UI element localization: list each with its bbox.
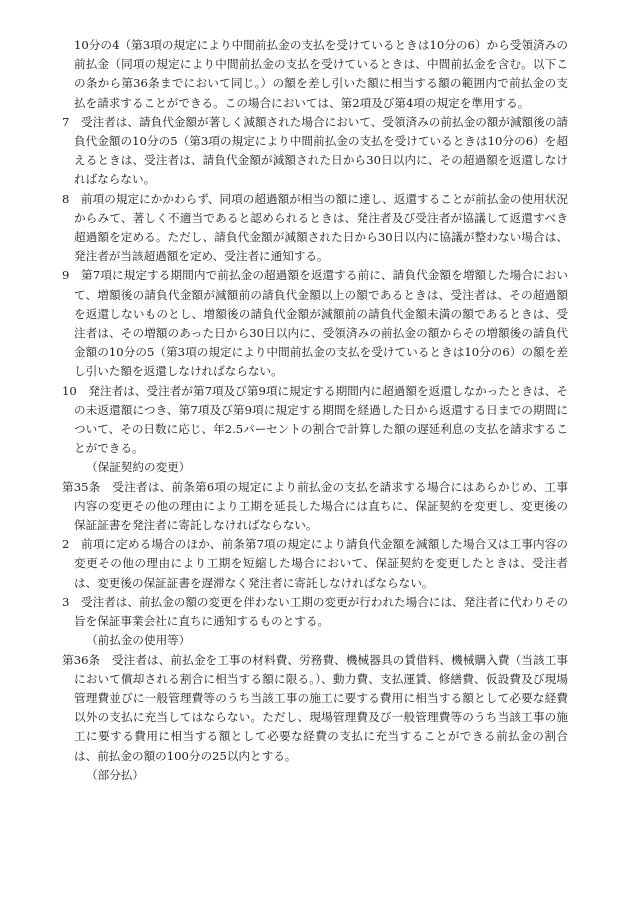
clause-10: 10 発注者は、受注者が第7項及び第9項に規定する期間内に超過額を返還しなかったときは、その未返還額につき、第7項及び第9項に規定する期間を経過した日から返還する日までの期間について、その日数に応じ、年2.5パーセントの割合で計算した額の遅延利息の支払を請求することができる。 [62,383,568,456]
article-35-clause-2: 2 前項に定める場合のほか、前条第7項の規定により請負代金額を減額した場合又は工事内容の変更その他の理由により工期を短縮した場合において、保証契約を変更したときは、受注者は、変更後の保証証書を遅滞なく発注者に寄託しなければならない。 [62,537,568,590]
paragraph-continuation: 10分の4（第3項の規定により中間前払金の支払を受けているときは10分の6）から受領済みの前払金（同項の規定により中間前払金の支払を受けているときは、中間前払金を含む。以下この条から第36条までにおいて同じ。）の額を差し引いた額に相当する額の範囲内で前払金の支払を請求することができる。この場合においては、第2項及び第4項の規定を準用する。 [74,38,568,110]
section-heading-partial-payment: （部分払） [86,767,144,782]
clause-8: 8 前項の規定にかかわらず、同項の超過額が相当の額に達し、返還することが前払金の使用状況からみて、著しく不適当であると認められるときは、発注者及び受注者が協議して返還すべき超過額を定める。ただし、請負代金額が減額された日から30日以内に協議が整わない場合は、発注者が当該超過額を定め、受注者に通知する。 [62,191,568,264]
section-heading-advance-use: （前払金の使用等） [86,633,191,648]
article-35-clause-3: 3 受注者は、前払金の額の変更を伴わない工期の変更が行われた場合には、発注者に代わりその旨を保証事業会社に直ちに通知するものとする。 [62,594,568,629]
section-heading-guarantee-change: （保証契約の変更） [86,460,191,475]
clause-7: 7 受注者は、請負代金額が著しく減額された場合において、受領済みの前払金の額が減額後の請負代金額の10分の5（第3項の規定により中間前払金の支払を受けているときは10分の6）を超えるときは、受注者は、請負代金額が減額された日から30日以内に、その超過額を返還しなければならない。 [62,114,568,187]
article-36: 第36条 受注者は、前払金を工事の材料費、労務費、機械器具の賃借料、機械購入費（当該工事において償却される割合に相当する額に限る。）、動力費、支払運賃、修繕費、仮設費及び現場管理費並びに一般管理費等のうち当該工事の施工に要する費用に相当する額として必要な経費以外の支払に充当してはならない。ただし、現場管理費及び一般管理費等のうち当該工事の施工に要する費用に相当する額として必要な経費の支払に充当することができる前払金の割合は、前払金の額の100分の25以内とする。 [62,652,568,763]
article-35: 第35条 受注者は、前条第6項の規定により前払金の支払を請求する場合にはあらかじめ、工事内容の変更その他の理由により工期を延長した場合には直ちに、保証契約を変更し、変更後の保証証書を発注者に寄託しなければならない。 [62,479,568,533]
clause-9: 9 第7項に規定する期間内で前払金の超過額を返還する前に、請負代金額を増額した場合において、増額後の請負代金額が減額前の請負代金額以上の額であるときは、受注者は、その超過額を返還しないものとし、増額後の請負代金額が減額前の請負代金額未満の額であるときは、受注者は、その増額のあった日から30日以内に、受領済みの前払金の額からその増額後の請負代金額の10分の5（第3項の規定により中間前払金の支払を受けているときは10分の6）の額を差し引いた額を返還しなければならない。 [62,268,568,379]
